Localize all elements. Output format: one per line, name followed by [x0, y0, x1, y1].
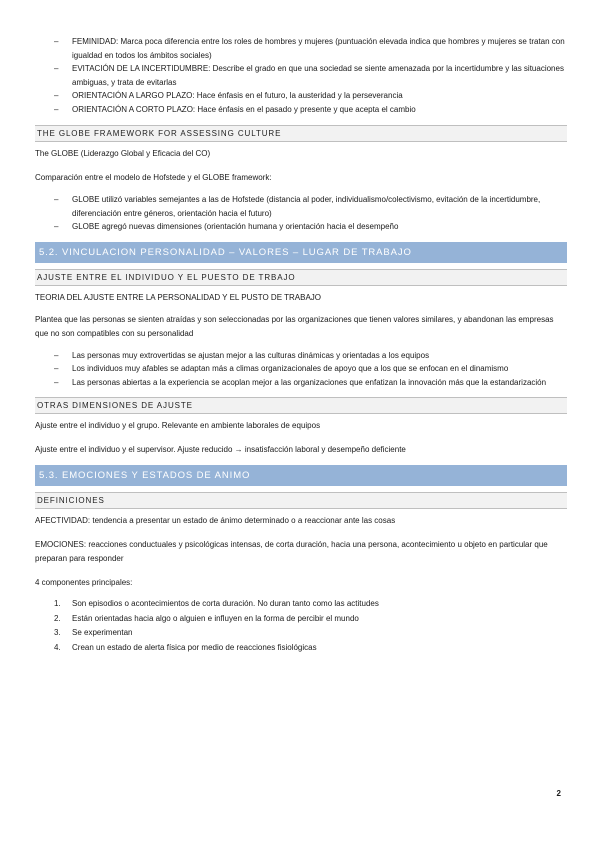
- list-item-text: Son episodios o acontecimientos de corta duración. No duran tanto como las actitudes: [72, 599, 379, 608]
- list-item: – EVITACIÓN DE LA INCERTIDUMBRE: Describe el grado en que una sociedad se siente amenazada por la incertidumbre y las situaciones ambiguas, y trata de evitarlas: [35, 62, 567, 89]
- other-fit-group: Ajuste entre el individuo y el grupo. Relevante en ambiente laborales de equipos: [35, 421, 321, 430]
- page-content: [35, 35, 567, 655]
- afectividad-definition: AFECTIVIDAD: tendencia a presentar un estado de ánimo determinado o a reaccionar ante las cosas: [35, 516, 396, 525]
- list-item: [35, 626, 567, 641]
- list-number: 2.: [54, 613, 61, 623]
- fit-list: [35, 349, 567, 390]
- list-item: [35, 612, 567, 627]
- list-number: 1.: [54, 599, 61, 608]
- definitions-heading: DEFINICIONES: [35, 492, 567, 509]
- list-item-text: Están orientadas hacia algo o alguien e influyen en la forma de percibir el mundo: [72, 613, 359, 623]
- globe-list: [35, 193, 567, 234]
- list-item: – FEMINIDAD: Marca poca diferencia entre los roles de hombres y mujeres (puntuación elevada indica que hombres y mujeres se tratan con igualdad en todos los ámbitos sociales): [35, 35, 567, 62]
- section-5-2-title: 5.2. VINCULACION PERSONALIDAD – VALORES – LUGAR DE TRABAJO: [35, 242, 567, 263]
- components-list: [35, 597, 567, 655]
- globe-intro: The GLOBE (Liderazgo Global y Eficacia del CO): [35, 149, 211, 158]
- fit-theory: TEORIA DEL AJUSTE ENTRE LA PERSONALIDAD Y EL PUSTO DE TRABAJO: [35, 292, 322, 302]
- fit-paragraph: Plantea que las personas se sienten atraídas y son seleccionadas por las organizaciones que tienen valores similares, y abandonan las empresas que no son compatibles con su personalidad: [35, 314, 554, 338]
- list-item: – GLOBE agregó nuevas dimensiones (orientación humana y orientación hacia el desempeño: [35, 220, 567, 234]
- fit-heading: AJUSTE ENTRE EL INDIVIDUO Y EL PUESTO DE TRBAJO: [35, 269, 567, 286]
- list-item: – ORIENTACIÓN A CORTO PLAZO: Hace énfasis en el pasado y presente y que acepta el cambio: [35, 103, 567, 117]
- list-item: – ORIENTACIÓN A LARGO PLAZO: Hace énfasis en el futuro, la austeridad y la perseverancia: [35, 89, 567, 103]
- list-number: 4.: [54, 642, 61, 652]
- components-intro: 4 componentes principales:: [35, 578, 133, 587]
- dimension-list: [35, 35, 567, 116]
- list-number: 3.: [54, 628, 61, 637]
- emociones-definition: EMOCIONES: reacciones conductuales y psicológicas intensas, de corta duración, hacia una persona, acontecimiento u objeto en particular que preparan para responder: [35, 540, 548, 563]
- list-item: – GLOBE utilizó variables semejantes a las de Hofstede (distancia al poder, individualismo/colectivismo, evitación de la incertidumbre, diferenciación entre géneros, orientación hacia el futuro): [35, 193, 567, 220]
- section-5-3-title: 5.3. EMOCIONES Y ESTADOS DE ANIMO: [35, 465, 567, 486]
- list-item: [35, 597, 567, 612]
- list-item: [35, 641, 567, 656]
- other-fit-heading: OTRAS DIMENSIONES DE AJUSTE: [35, 397, 567, 414]
- list-item-text: Crean un estado de alerta física por medio de reacciones fisiológicas: [72, 642, 317, 652]
- list-item-text: Se experimentan: [72, 628, 133, 637]
- page-number: 2: [556, 789, 561, 798]
- list-item: – Las personas abiertas a la experiencia se acoplan mejor a las organizaciones que enfatizan la innovación más que la estandarización: [35, 376, 567, 390]
- globe-comparison: Comparación entre el modelo de Hofstede y el GLOBE framework:: [35, 173, 272, 182]
- list-item: – Las personas muy extrovertidas se ajustan mejor a las culturas dinámicas y orientadas a los equipos: [35, 349, 567, 363]
- other-fit-supervisor: Ajuste entre el individuo y el supervisor. Ajuste reducido → insatisfacción laboral y desempeño deficiente: [35, 445, 406, 454]
- globe-heading: THE GLOBE FRAMEWORK FOR ASSESSING CULTURE: [35, 125, 567, 142]
- list-item: – Los individuos muy afables se adaptan más a climas organizacionales de apoyo que a los que se enfocan en el dinamismo: [35, 362, 567, 376]
